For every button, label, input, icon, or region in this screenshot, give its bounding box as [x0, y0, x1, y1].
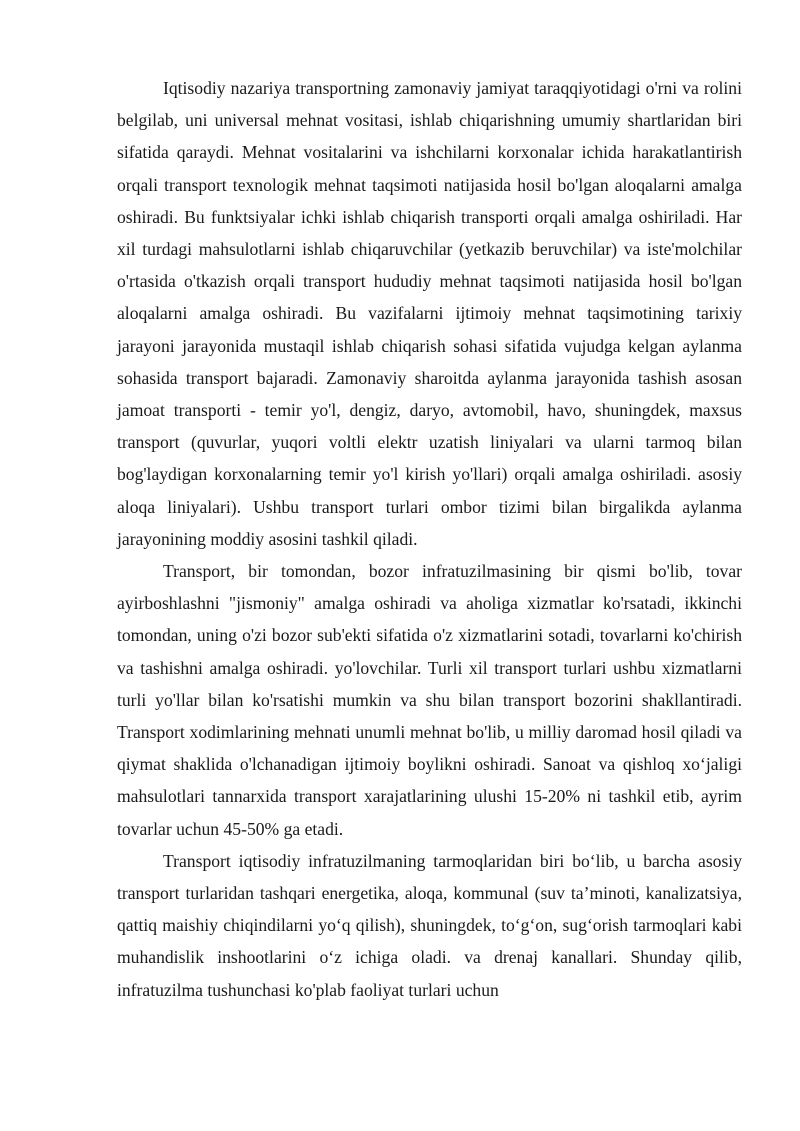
paragraph: Transport iqtisodiy infratuzilmaning tarmoqlaridan biri bo‘lib, u barcha asosiy transport turlaridan tashqari energetika, aloqa, kommunal (suv ta’minoti, kanalizatsiya, qattiq maishiy chiqindilarni yo‘q qilish), shuningdek, to‘g‘on, sug‘orish tarmoqlari kabi muhandislik inshootlarini o‘z ichiga oladi. va drenaj kanallari. Shunday qilib, infratuzilma tushunchasi ko'plab faoliyat turlari uchun	[117, 850, 742, 1000]
paragraph: Iqtisodiy nazariya transportning zamonaviy jamiyat taraqqiyotidagi o'rni va rolini belgilab, uni universal mehnat vositasi, ishlab chiqarishning umumiy shartlaridan biri sifatida qaraydi. Mehnat vositalarini va ishchilarni korxonalar ichida harakatlantirish orqali transport texnologik mehnat taqsimoti natijasida hosil bo'lgan aloqalarni amalga oshiradi. Bu funktsiyalar ichki ishlab chiqarish transporti orqali amalga oshiriladi. Har xil turdagi mahsulotlarni ishlab chiqaruvchilar (yetkazib beruvchilar) va iste'molchilar o'rtasida o'tkazish orqali transport hududiy mehnat taqsimoti natijasida hosil bo'lgan aloqalarni amalga oshiradi. Bu vazifalarni ijtimoiy mehnat taqsimotining tarixiy jarayoni jarayonida mustaqil ishlab chiqarish sohasi sifatida vujudga kelgan aylanma sohasida transport bajaradi. Zamonaviy sharoitda aylanma jarayonida tashish asosan jamoat transporti - temir yo'l, dengiz, daryo, avtomobil, havo, shuningdek, maxsus transport (quvurlar, yuqori voltli elektr uzatish liniyalari va ularni tarmoq bilan bog'laydigan korxonalarning temir yo'l kirish yo'llari) orqali amalga oshiriladi. asosiy aloqa liniyalari). Ushbu transport turlari ombor tizimi bilan birgalikda aylanma jarayonining moddiy asosini tashkil qiladi.	[117, 78, 742, 549]
paragraph: Transport, bir tomondan, bozor infratuzilmasining bir qismi bo'lib, tovar ayirboshlashni "jismoniy" amalga oshiradi va aholiga xizmatlar ko'rsatadi, ikkinchi tomondan, uning o'zi bozor sub'ekti sifatida o'z xizmatlarini sotadi, tovarlarni ko'chirish va tashishni amalga oshiradi. yo'lovchilar. Turli xil transport turlari ushbu xizmatlarni turli yo'llar bilan ko'rsatishi mumkin va shu bilan transport bozorini shakllantiradi. Transport xodimlarining mehnati unumli mehnat bo'lib, u milliy daromad hosil qiladi va qiymat shaklida o'lchanadigan ijtimoiy boylikni oshiradi. Sanoat va qishloq xo‘jaligi mahsulotlari tannarxida transport xarajatlarining ulushi 15-20% ni tashkil etib, ayrim tovarlar uchun 45-50% ga etadi.	[117, 561, 742, 839]
document-page	[117, 72, 742, 1006]
